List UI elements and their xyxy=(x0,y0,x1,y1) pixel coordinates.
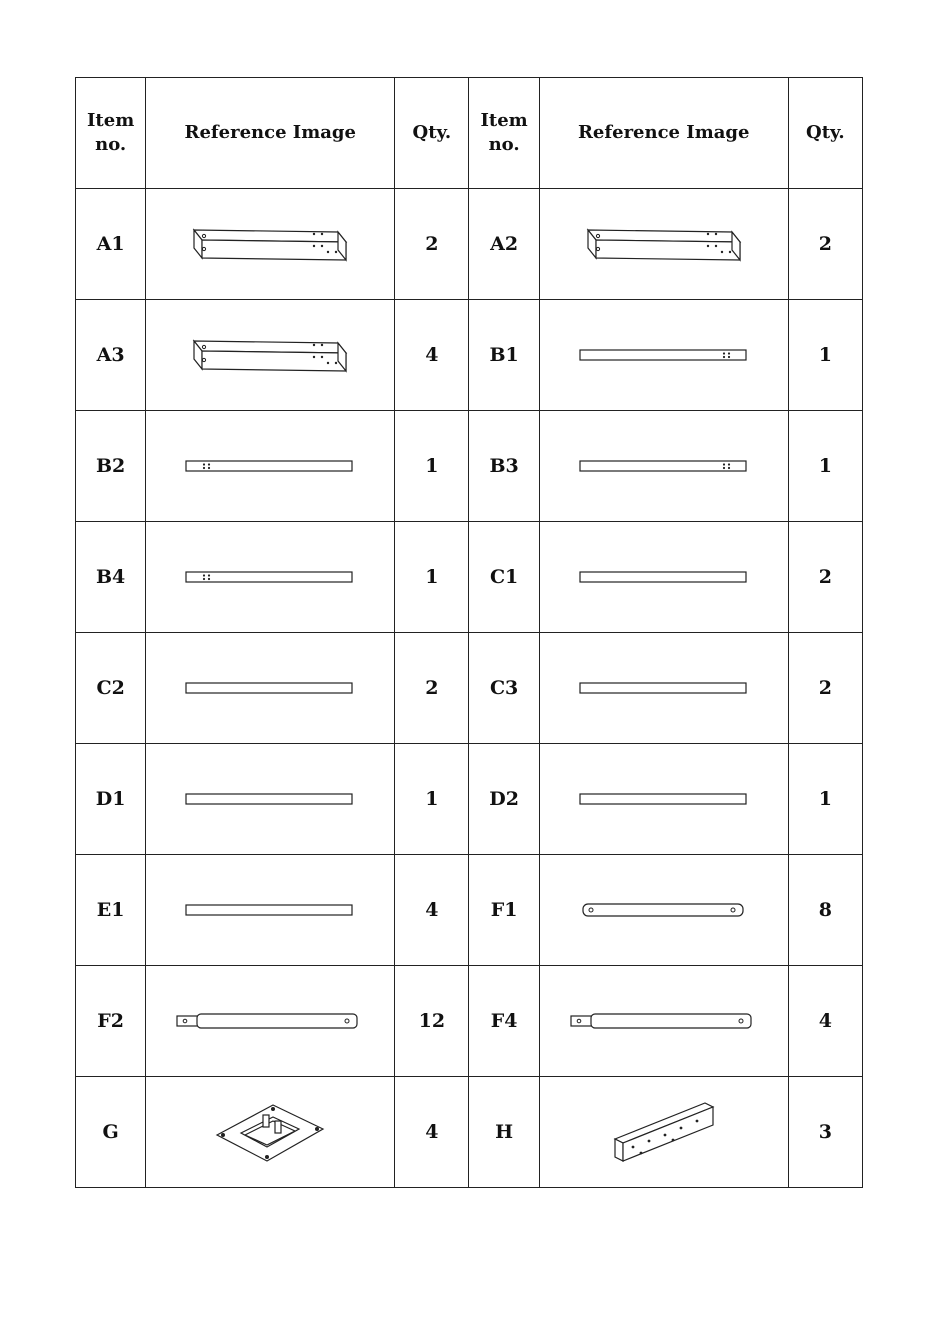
quantity-cell: 2 xyxy=(395,189,469,300)
item-number-cell: F2 xyxy=(76,966,146,1077)
reference-image-cell xyxy=(539,1077,788,1188)
plain-slat-icon xyxy=(540,680,788,696)
quantity-cell: 3 xyxy=(788,1077,862,1188)
plain-slat-icon xyxy=(540,569,788,585)
table-row xyxy=(76,855,863,966)
item-number-cell: B1 xyxy=(469,300,539,411)
quantity-cell: 2 xyxy=(788,633,862,744)
plain-slat-icon xyxy=(146,902,394,918)
plain-slat-icon xyxy=(540,791,788,807)
item-number-cell: A2 xyxy=(469,189,539,300)
rounded-bar-icon xyxy=(540,900,788,920)
slat-with-end-holes-icon xyxy=(540,347,788,363)
slat-with-end-holes-icon xyxy=(540,458,788,474)
reference-image-cell xyxy=(146,411,395,522)
item-no-header: Item no. xyxy=(76,78,146,189)
quantity-cell: 1 xyxy=(788,300,862,411)
reference-image-cell xyxy=(539,522,788,633)
item-number-cell: B2 xyxy=(76,411,146,522)
reference-image-cell xyxy=(539,744,788,855)
item-number-cell: D2 xyxy=(469,744,539,855)
quantity-cell: 8 xyxy=(788,855,862,966)
reference-image-cell xyxy=(146,522,395,633)
item-number-cell: B3 xyxy=(469,411,539,522)
quantity-cell: 1 xyxy=(788,744,862,855)
item-number-cell: C1 xyxy=(469,522,539,633)
item-number-cell: D1 xyxy=(76,744,146,855)
reference-image-cell xyxy=(539,855,788,966)
table-row xyxy=(76,966,863,1077)
header-row xyxy=(76,78,863,189)
reference-image-cell xyxy=(539,633,788,744)
reference-image-header: Reference Image xyxy=(146,78,395,189)
reference-image-cell xyxy=(539,411,788,522)
quantity-cell: 4 xyxy=(395,300,469,411)
quantity-cell: 2 xyxy=(788,189,862,300)
table-row xyxy=(76,189,863,300)
table-row xyxy=(76,744,863,855)
beam-with-holes-icon xyxy=(146,224,394,264)
tube-bar-icon xyxy=(146,1011,394,1031)
quantity-cell: 4 xyxy=(788,966,862,1077)
item-number-cell: B4 xyxy=(76,522,146,633)
qty-header: Qty. xyxy=(788,78,862,189)
quantity-cell: 1 xyxy=(395,744,469,855)
reference-image-cell xyxy=(146,855,395,966)
item-number-cell: G xyxy=(76,1077,146,1188)
quantity-cell: 1 xyxy=(395,411,469,522)
qty-header: Qty. xyxy=(395,78,469,189)
table-row xyxy=(76,300,863,411)
quantity-cell: 2 xyxy=(395,633,469,744)
base-plate-icon xyxy=(146,1097,394,1167)
plain-slat-icon xyxy=(146,791,394,807)
quantity-cell: 2 xyxy=(788,522,862,633)
quantity-cell: 1 xyxy=(788,411,862,522)
tube-bar-icon xyxy=(540,1011,788,1031)
reference-image-header: Reference Image xyxy=(539,78,788,189)
item-number-cell: C3 xyxy=(469,633,539,744)
item-number-cell: C2 xyxy=(76,633,146,744)
item-number-cell: H xyxy=(469,1077,539,1188)
reference-image-cell xyxy=(146,633,395,744)
angle-bracket-icon xyxy=(540,1097,788,1167)
plain-slat-icon xyxy=(146,680,394,696)
quantity-cell: 4 xyxy=(395,855,469,966)
quantity-cell: 12 xyxy=(395,966,469,1077)
quantity-cell: 1 xyxy=(395,522,469,633)
item-number-cell: F4 xyxy=(469,966,539,1077)
table-row xyxy=(76,411,863,522)
slat-with-left-holes-icon xyxy=(146,569,394,585)
item-number-cell: A3 xyxy=(76,300,146,411)
item-number-cell: A1 xyxy=(76,189,146,300)
reference-image-cell xyxy=(146,1077,395,1188)
parts-list-table xyxy=(75,77,863,1188)
reference-image-cell xyxy=(539,189,788,300)
item-number-cell: F1 xyxy=(469,855,539,966)
reference-image-cell xyxy=(146,300,395,411)
beam-with-holes-icon xyxy=(540,224,788,264)
beam-with-holes-icon xyxy=(146,335,394,375)
table-row xyxy=(76,1077,863,1188)
quantity-cell: 4 xyxy=(395,1077,469,1188)
reference-image-cell xyxy=(539,966,788,1077)
reference-image-cell xyxy=(539,300,788,411)
slat-with-left-holes-icon xyxy=(146,458,394,474)
item-number-cell: E1 xyxy=(76,855,146,966)
reference-image-cell xyxy=(146,189,395,300)
item-no-header: Item no. xyxy=(469,78,539,189)
reference-image-cell xyxy=(146,966,395,1077)
table-row xyxy=(76,522,863,633)
table-row xyxy=(76,633,863,744)
reference-image-cell xyxy=(146,744,395,855)
